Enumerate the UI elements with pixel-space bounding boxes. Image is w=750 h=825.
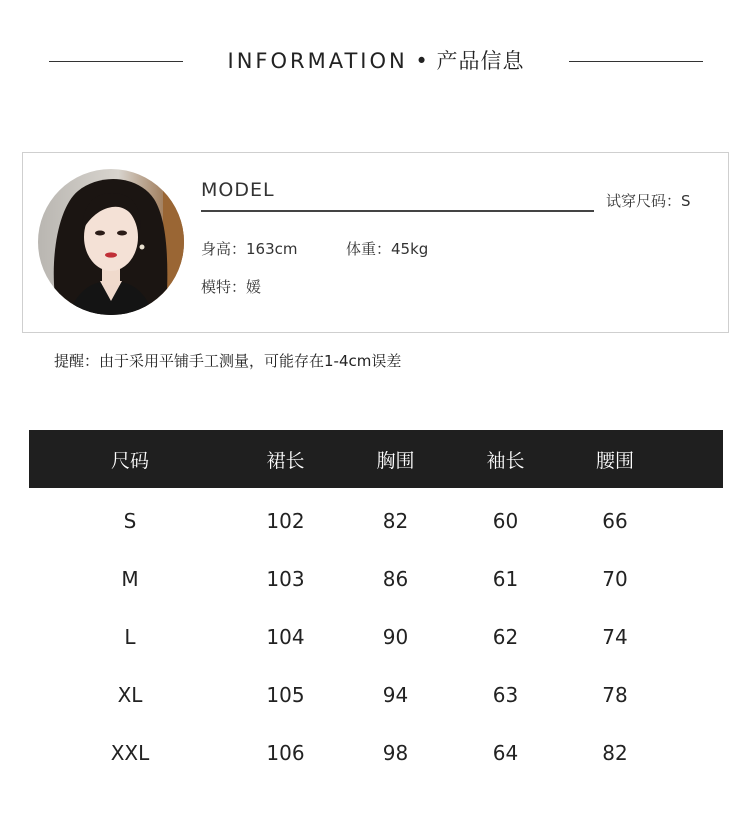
cell-dress-length: 102: [266, 509, 305, 533]
header-spacer: [670, 430, 723, 488]
header-divider-right: [569, 61, 703, 62]
model-heading: MODEL: [201, 179, 275, 201]
table-row: [29, 550, 723, 608]
header-waist: 腰围: [560, 430, 670, 488]
model-height: 身高：163cm: [201, 240, 298, 258]
model-info-card: [22, 152, 729, 333]
cell-sleeve-length: 60: [492, 509, 519, 533]
table-row: [29, 724, 723, 782]
cell-sleeve-length: 64: [492, 741, 519, 765]
cell-dress-length: 106: [266, 741, 305, 765]
model-portrait-image: [38, 169, 184, 315]
cell-bust: 98: [382, 741, 409, 765]
cell-dress-length: 104: [266, 625, 305, 649]
cell-sleeve-length: 61: [492, 567, 519, 591]
cell-waist: 74: [602, 625, 628, 649]
cell-size: L: [124, 625, 136, 649]
cell-spacer: [670, 488, 723, 550]
title-english: INFORMATION: [227, 49, 408, 73]
cell-size: XXL: [110, 741, 150, 765]
header-size: 尺码: [29, 430, 231, 488]
cell-bust: 90: [382, 625, 409, 649]
size-table: [29, 430, 723, 782]
model-weight: 体重：45kg: [346, 240, 429, 258]
cell-sleeve-length: 63: [492, 683, 519, 707]
header-dress-length: 裙长: [231, 430, 340, 488]
cell-spacer: [670, 550, 723, 608]
cell-size: S: [123, 509, 137, 533]
title-chinese: 产品信息: [436, 49, 525, 73]
header-sleeve-length: 袖长: [451, 430, 560, 488]
cell-sleeve-length: 62: [492, 625, 519, 649]
model-avatar: [38, 169, 184, 315]
header-divider-left: [49, 61, 183, 62]
cell-waist: 66: [602, 509, 628, 533]
table-row: [29, 488, 723, 550]
size-table-header: [29, 430, 723, 488]
page-title: [183, 46, 569, 76]
cell-waist: 70: [602, 567, 628, 591]
title-separator: •: [415, 49, 429, 73]
cell-waist: 78: [602, 683, 628, 707]
cell-dress-length: 103: [266, 567, 305, 591]
cell-size: XL: [117, 683, 143, 707]
cell-dress-length: 105: [266, 683, 305, 707]
cell-bust: 82: [382, 509, 409, 533]
table-row: [29, 608, 723, 666]
measurement-note: 提醒：由于采用平铺手工测量，可能存在1-4cm误差: [54, 352, 402, 370]
cell-spacer: [670, 666, 723, 724]
cell-size: M: [121, 567, 139, 591]
model-name: 模特：媛: [201, 278, 262, 296]
cell-waist: 82: [602, 741, 628, 765]
model-heading-underline: [201, 210, 594, 212]
cell-spacer: [670, 608, 723, 666]
cell-spacer: [670, 724, 723, 782]
cell-bust: 94: [382, 683, 409, 707]
table-row: [29, 666, 723, 724]
cell-bust: 86: [382, 567, 409, 591]
fit-size-text: 试穿尺码：S: [606, 192, 691, 210]
header-bust: 胸围: [340, 430, 451, 488]
